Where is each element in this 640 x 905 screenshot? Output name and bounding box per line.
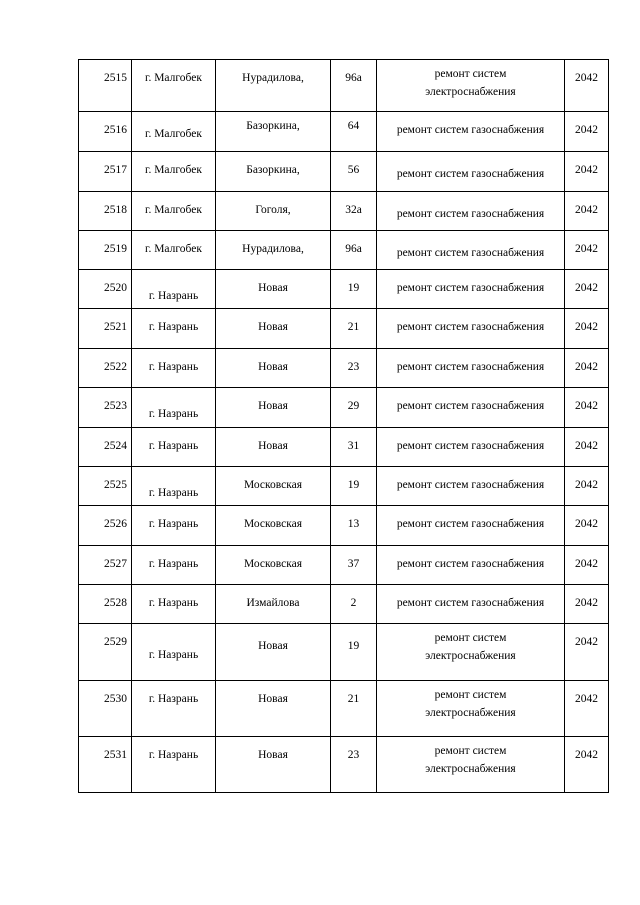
table-row	[79, 681, 609, 737]
row-number-text: 2531	[104, 749, 127, 761]
work-type-line2: электроснабжения	[425, 707, 516, 719]
row-number	[79, 60, 132, 112]
work-type-line1: ремонт систем газоснабжения	[396, 282, 545, 294]
street-cell	[216, 681, 331, 737]
city-cell-text: г. Назрань	[148, 321, 199, 333]
work-type-cell	[377, 585, 565, 624]
table-row	[79, 506, 609, 546]
house-cell	[331, 270, 377, 309]
table-row	[79, 546, 609, 585]
table-row	[79, 624, 609, 681]
city-cell-text: г. Назрань	[148, 518, 199, 530]
city-cell-text: г. Назрань	[148, 558, 199, 570]
year-cell	[565, 60, 609, 112]
year-cell-text: 2042	[575, 749, 598, 761]
street-cell	[216, 270, 331, 309]
table-row	[79, 428, 609, 467]
work-type-cell	[377, 737, 565, 793]
work-type-line1: ремонт систем	[434, 68, 507, 80]
work-type-cell	[377, 624, 565, 681]
house-cell	[331, 428, 377, 467]
row-number-text: 2530	[104, 693, 127, 705]
year-cell-text: 2042	[575, 124, 598, 136]
street-cell	[216, 192, 331, 231]
table-row	[79, 467, 609, 506]
street-cell-text: Нурадилова,	[242, 72, 304, 84]
work-type-line1: ремонт систем	[434, 745, 507, 757]
street-cell	[216, 546, 331, 585]
house-cell-text: 19	[347, 282, 360, 294]
city-cell	[132, 585, 216, 624]
row-number	[79, 192, 132, 231]
year-cell-text: 2042	[575, 361, 598, 373]
house-cell	[331, 546, 377, 585]
street-cell	[216, 349, 331, 388]
year-cell-text: 2042	[575, 282, 598, 294]
work-type-line1: ремонт систем газоснабжения	[396, 440, 545, 452]
year-cell	[565, 192, 609, 231]
city-cell	[132, 349, 216, 388]
street-cell-text: Новая	[258, 749, 288, 761]
house-cell-text: 21	[347, 321, 360, 333]
city-cell	[132, 467, 216, 506]
year-cell	[565, 388, 609, 428]
work-type-line1: ремонт систем газоснабжения	[396, 518, 545, 530]
year-cell	[565, 428, 609, 467]
street-cell	[216, 585, 331, 624]
work-type-cell	[377, 349, 565, 388]
city-cell	[132, 388, 216, 428]
street-cell-text: Нурадилова,	[242, 243, 304, 255]
street-cell-text: Новая	[258, 440, 288, 452]
year-cell	[565, 152, 609, 192]
year-cell	[565, 270, 609, 309]
house-cell-text: 96а	[345, 72, 362, 84]
row-number-text: 2517	[104, 164, 127, 176]
street-cell-text: Измайлова	[246, 597, 300, 609]
row-number	[79, 112, 132, 152]
row-number	[79, 737, 132, 793]
year-cell	[565, 737, 609, 793]
year-cell	[565, 231, 609, 270]
row-number-text: 2515	[104, 72, 127, 84]
house-cell	[331, 737, 377, 793]
year-cell-text: 2042	[575, 72, 598, 84]
house-cell-text: 23	[347, 749, 360, 761]
work-type-cell	[377, 388, 565, 428]
row-number-text: 2519	[104, 243, 127, 255]
street-cell	[216, 624, 331, 681]
city-cell-text: г. Назрань	[148, 290, 199, 302]
street-cell-text: Новая	[258, 400, 288, 412]
city-cell-text: г. Малгобек	[145, 243, 202, 255]
city-cell	[132, 428, 216, 467]
house-cell-text: 29	[347, 400, 360, 412]
house-cell-text: 32а	[345, 204, 362, 216]
street-cell-text: Гоголя,	[255, 204, 291, 216]
year-cell	[565, 112, 609, 152]
city-cell-text: г. Назрань	[148, 597, 199, 609]
street-cell-text: Московская	[243, 479, 303, 491]
city-cell-text: г. Малгобек	[145, 164, 202, 176]
house-cell	[331, 192, 377, 231]
year-cell	[565, 506, 609, 546]
city-cell-text: г. Малгобек	[145, 72, 202, 84]
city-cell	[132, 309, 216, 349]
house-cell	[331, 349, 377, 388]
city-cell	[132, 112, 216, 152]
house-cell	[331, 506, 377, 546]
year-cell-text: 2042	[575, 518, 598, 530]
year-cell	[565, 585, 609, 624]
house-cell-text: 13	[347, 518, 360, 530]
row-number	[79, 467, 132, 506]
house-cell	[331, 585, 377, 624]
table-row	[79, 309, 609, 349]
row-number	[79, 506, 132, 546]
city-cell-text: г. Назрань	[148, 408, 199, 420]
year-cell	[565, 624, 609, 681]
work-type-cell	[377, 112, 565, 152]
table-row	[79, 60, 609, 112]
house-cell-text: 2	[350, 597, 357, 609]
year-cell	[565, 349, 609, 388]
row-number	[79, 152, 132, 192]
work-type-line1: ремонт систем	[434, 689, 507, 701]
work-type-cell	[377, 270, 565, 309]
row-number-text: 2522	[104, 361, 127, 373]
year-cell-text: 2042	[575, 558, 598, 570]
work-type-cell	[377, 428, 565, 467]
city-cell-text: г. Назрань	[148, 487, 199, 499]
city-cell	[132, 506, 216, 546]
work-type-cell	[377, 60, 565, 112]
row-number	[79, 231, 132, 270]
house-cell-text: 19	[347, 479, 360, 491]
row-number-text: 2516	[104, 124, 127, 136]
work-type-line1: ремонт систем газоснабжения	[396, 361, 545, 373]
house-cell	[331, 152, 377, 192]
row-number	[79, 585, 132, 624]
work-type-line1: ремонт систем газоснабжения	[396, 597, 545, 609]
work-type-line1: ремонт систем газоснабжения	[396, 168, 545, 180]
row-number-text: 2518	[104, 204, 127, 216]
row-number-text: 2520	[104, 282, 127, 294]
year-cell-text: 2042	[575, 164, 598, 176]
house-cell	[331, 467, 377, 506]
street-cell	[216, 152, 331, 192]
house-cell	[331, 231, 377, 270]
year-cell	[565, 309, 609, 349]
year-cell-text: 2042	[575, 693, 598, 705]
table-row	[79, 388, 609, 428]
work-type-line2: электроснабжения	[425, 763, 516, 775]
row-number	[79, 309, 132, 349]
house-cell-text: 56	[347, 164, 360, 176]
row-number	[79, 388, 132, 428]
street-cell-text: Новая	[258, 361, 288, 373]
street-cell	[216, 231, 331, 270]
city-cell	[132, 270, 216, 309]
street-cell	[216, 737, 331, 793]
city-cell	[132, 546, 216, 585]
street-cell-text: Московская	[243, 558, 303, 570]
table-row	[79, 192, 609, 231]
city-cell	[132, 681, 216, 737]
street-cell-text: Новая	[258, 282, 288, 294]
city-cell-text: г. Назрань	[148, 361, 199, 373]
city-cell	[132, 192, 216, 231]
address-table	[78, 59, 609, 793]
street-cell	[216, 388, 331, 428]
table-row	[79, 231, 609, 270]
work-type-cell	[377, 309, 565, 349]
row-number	[79, 428, 132, 467]
table-row	[79, 737, 609, 793]
house-cell-text: 37	[347, 558, 360, 570]
year-cell	[565, 467, 609, 506]
house-cell-text: 96а	[345, 243, 362, 255]
row-number	[79, 546, 132, 585]
row-number-text: 2521	[104, 321, 127, 333]
street-cell	[216, 309, 331, 349]
row-number-text: 2524	[104, 440, 127, 452]
house-cell	[331, 309, 377, 349]
year-cell	[565, 546, 609, 585]
work-type-line2: электроснабжения	[425, 650, 516, 662]
row-number-text: 2525	[104, 479, 127, 491]
row-number	[79, 681, 132, 737]
table-row	[79, 112, 609, 152]
city-cell	[132, 737, 216, 793]
year-cell-text: 2042	[575, 597, 598, 609]
year-cell-text: 2042	[575, 204, 598, 216]
house-cell	[331, 112, 377, 152]
row-number-text: 2526	[104, 518, 127, 530]
street-cell	[216, 506, 331, 546]
work-type-line1: ремонт систем газоснабжения	[396, 208, 545, 220]
row-number-text: 2528	[104, 597, 127, 609]
row-number-text: 2523	[104, 400, 127, 412]
house-cell	[331, 60, 377, 112]
house-cell-text: 19	[347, 640, 360, 652]
street-cell-text: Московская	[243, 518, 303, 530]
row-number-text: 2527	[104, 558, 127, 570]
city-cell-text: г. Назрань	[148, 749, 199, 761]
city-cell	[132, 152, 216, 192]
work-type-line1: ремонт систем газоснабжения	[396, 479, 545, 491]
work-type-line1: ремонт систем газоснабжения	[396, 124, 545, 136]
work-type-cell	[377, 546, 565, 585]
house-cell-text: 64	[347, 120, 360, 132]
work-type-line1: ремонт систем газоснабжения	[396, 558, 545, 570]
street-cell-text: Новая	[258, 640, 288, 652]
house-cell	[331, 388, 377, 428]
street-cell	[216, 112, 331, 152]
year-cell-text: 2042	[575, 321, 598, 333]
year-cell-text: 2042	[575, 243, 598, 255]
street-cell	[216, 467, 331, 506]
street-cell-text: Базоркина,	[246, 164, 300, 176]
street-cell-text: Новая	[258, 693, 288, 705]
table-row	[79, 585, 609, 624]
house-cell	[331, 681, 377, 737]
row-number-text: 2529	[104, 636, 127, 648]
year-cell-text: 2042	[575, 440, 598, 452]
year-cell-text: 2042	[575, 636, 598, 648]
row-number	[79, 270, 132, 309]
year-cell-text: 2042	[575, 479, 598, 491]
work-type-cell	[377, 467, 565, 506]
city-cell-text: г. Малгобек	[145, 128, 202, 140]
street-cell	[216, 60, 331, 112]
year-cell-text: 2042	[575, 400, 598, 412]
work-type-cell	[377, 152, 565, 192]
house-cell-text: 31	[347, 440, 360, 452]
work-type-cell	[377, 231, 565, 270]
work-type-line1: ремонт систем газоснабжения	[396, 400, 545, 412]
work-type-cell	[377, 506, 565, 546]
work-type-cell	[377, 681, 565, 737]
city-cell-text: г. Назрань	[148, 440, 199, 452]
city-cell-text: г. Назрань	[148, 649, 199, 661]
year-cell	[565, 681, 609, 737]
work-type-line1: ремонт систем газоснабжения	[396, 321, 545, 333]
city-cell	[132, 231, 216, 270]
row-number	[79, 624, 132, 681]
street-cell-text: Новая	[258, 321, 288, 333]
work-type-line1: ремонт систем	[434, 632, 507, 644]
house-cell-text: 23	[347, 361, 360, 373]
house-cell	[331, 624, 377, 681]
city-cell	[132, 624, 216, 681]
work-type-cell	[377, 192, 565, 231]
city-cell-text: г. Назрань	[148, 693, 199, 705]
city-cell-text: г. Малгобек	[145, 204, 202, 216]
city-cell	[132, 60, 216, 112]
work-type-line1: ремонт систем газоснабжения	[396, 247, 545, 259]
row-number	[79, 349, 132, 388]
house-cell-text: 21	[347, 693, 360, 705]
work-type-line2: электроснабжения	[425, 86, 516, 98]
table-row	[79, 270, 609, 309]
street-cell-text: Базоркина,	[246, 120, 300, 132]
table-row	[79, 349, 609, 388]
street-cell	[216, 428, 331, 467]
table-row	[79, 152, 609, 192]
address-table-body	[79, 60, 609, 793]
